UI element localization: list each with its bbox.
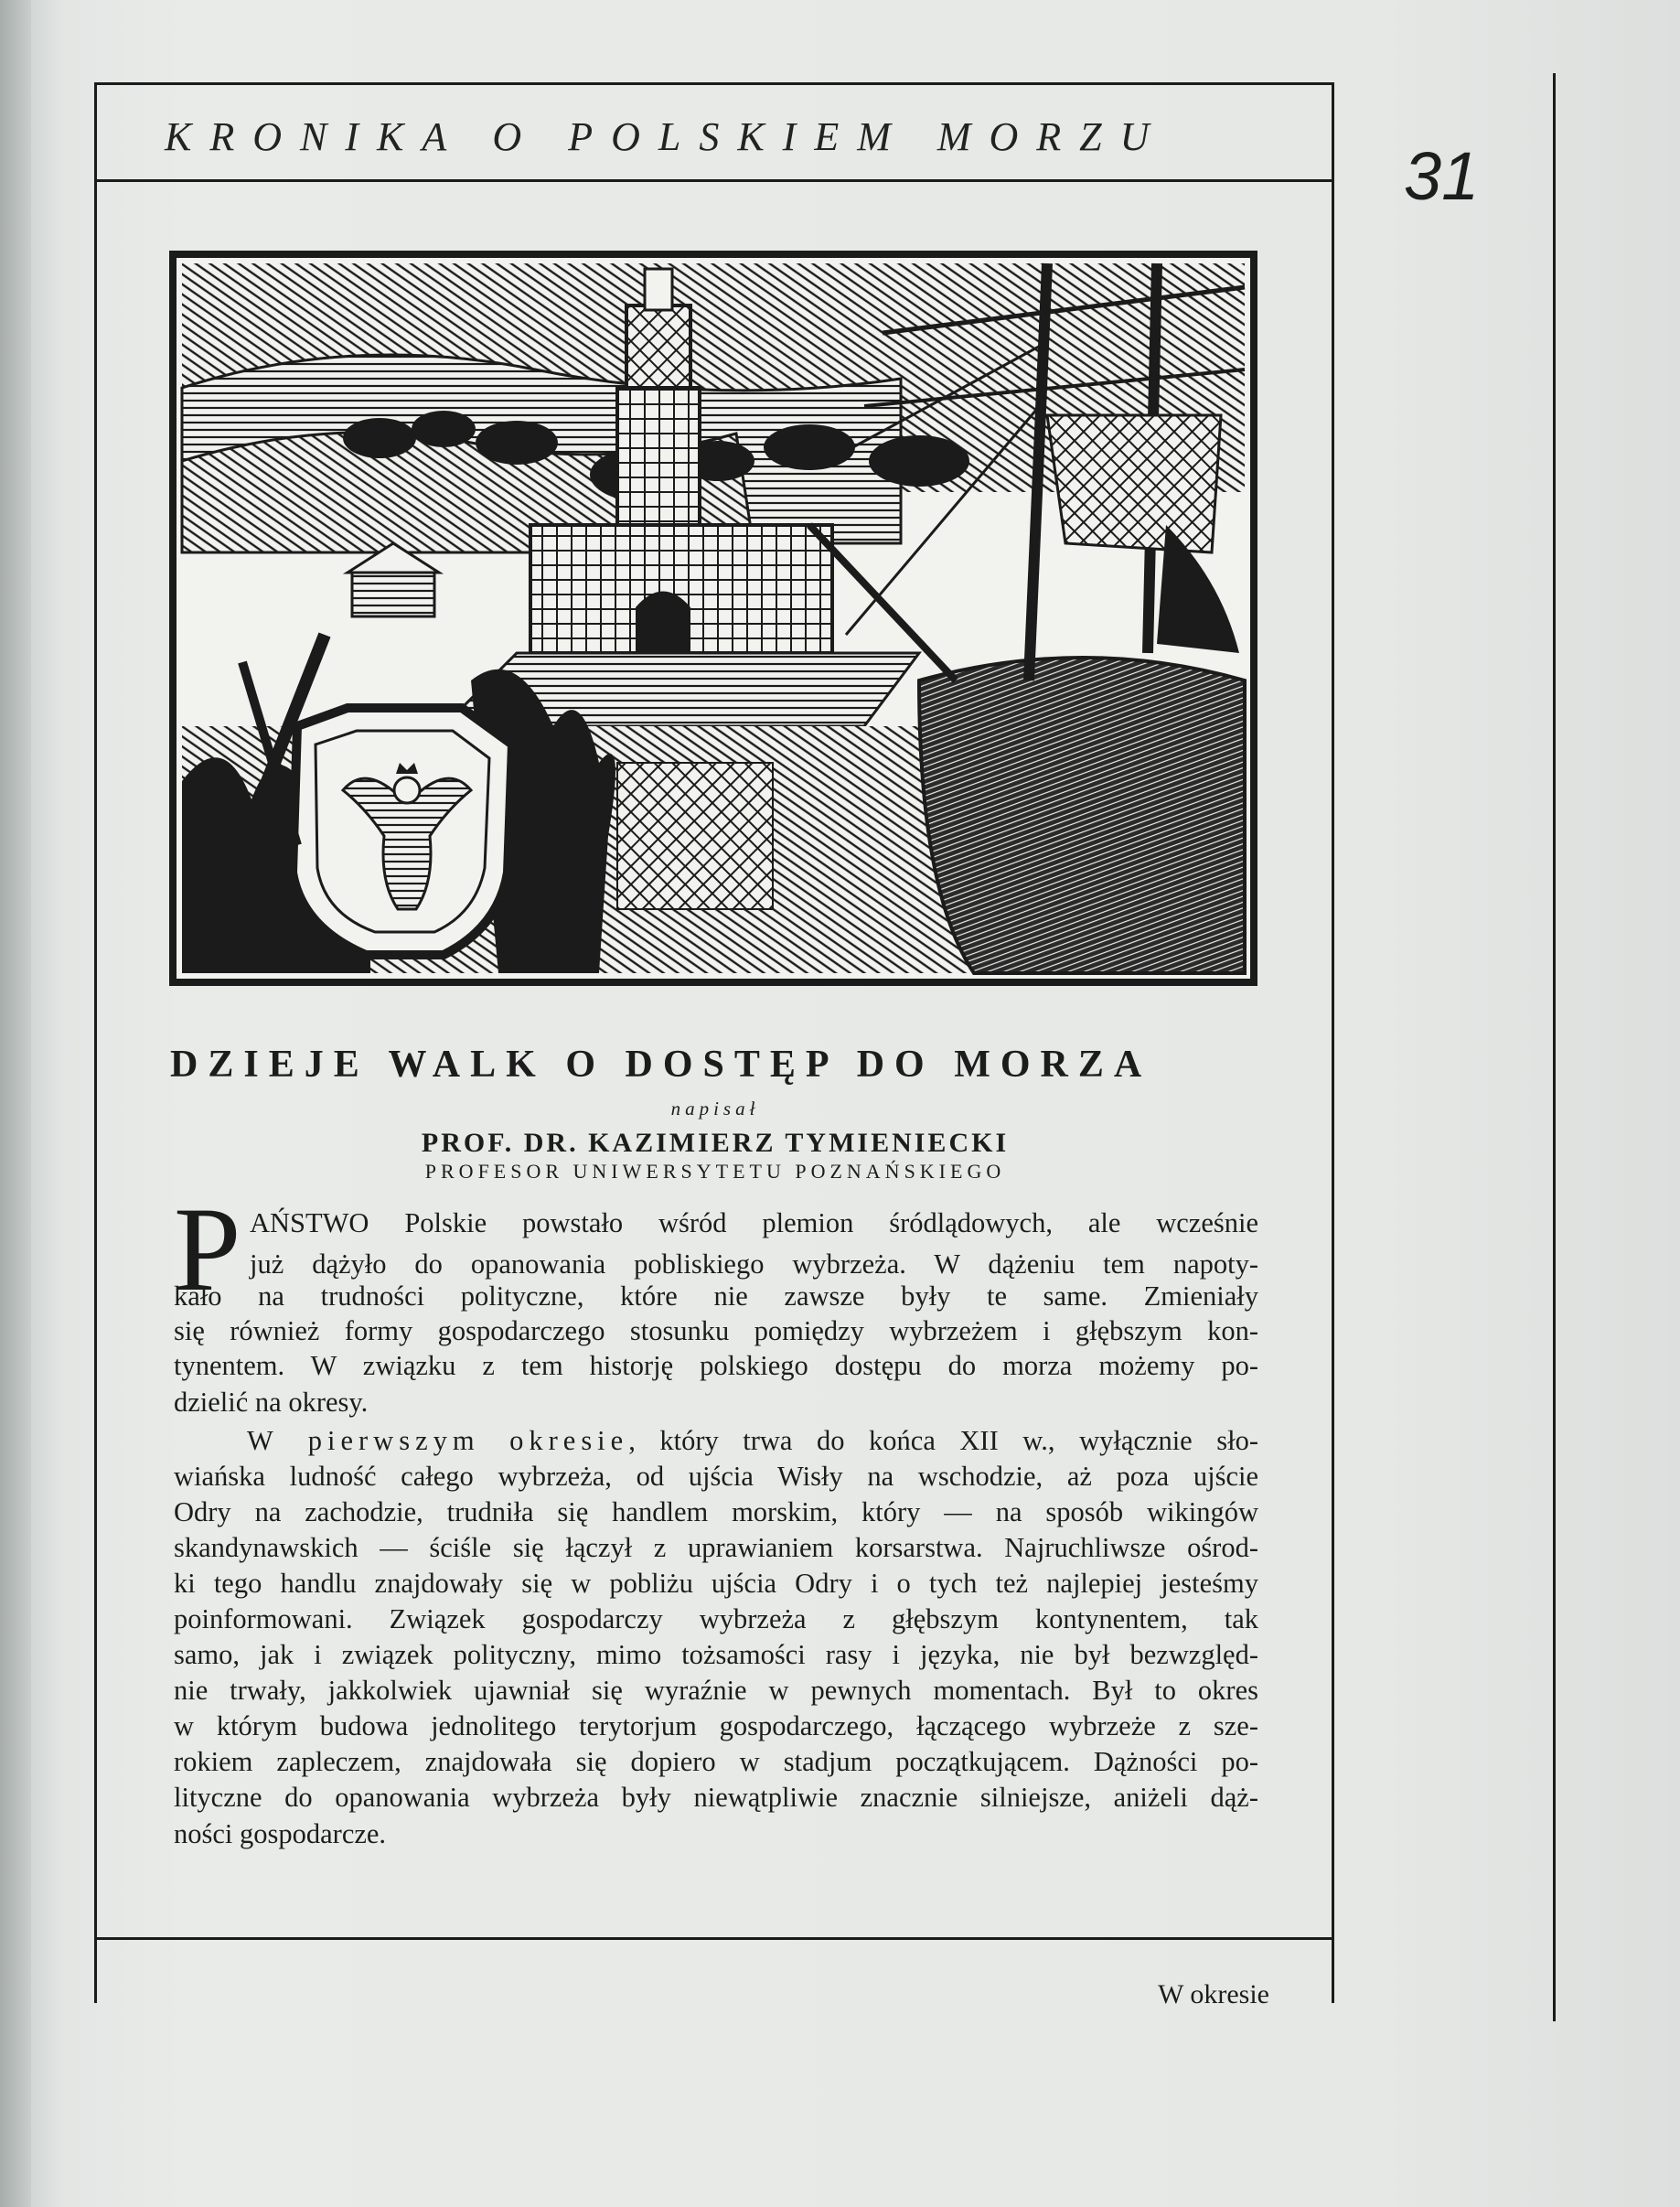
paragraph-line: poinformowani. Związek gospodarczy wybrzeża z głębszym kontynentem, tak <box>174 1603 1258 1634</box>
frame-left-rule <box>94 82 97 2003</box>
paragraph-line: już dążyło do opanowania pobliskiego wybrzeża. W dążeniu tem napoty- <box>250 1248 1258 1280</box>
margin-right-rule <box>1553 73 1556 2021</box>
paragraph-line: ki tego handlu znajdowały się w pobliżu ujścia Odry i o tych też najlepiej jesteśmy <box>174 1568 1258 1599</box>
paragraph-line: się również formy gospodarczego stosunku pomiędzy wybrzeżem i głębszym kon- <box>174 1315 1258 1346</box>
woodcut-illustration <box>169 251 1257 986</box>
paragraph-line: lityczne do opanowania wybrzeża były niewątpliwie znacznie silniejsze, aniżeli dąż- <box>174 1782 1258 1813</box>
page-number: 31 <box>1404 138 1480 214</box>
footer-rule <box>94 1937 1332 1940</box>
paragraph-line: Odry na zachodzie, trudniła się handlem morskim, który — na sposób wikingów <box>174 1496 1258 1527</box>
drop-cap: P <box>174 1182 241 1316</box>
author-affiliation: PROFESOR UNIWERSYTETU POZNAŃSKIEGO <box>424 1160 1006 1183</box>
paragraph-line: w którym budowa jednolitego terytorjum gospodarczego, łączącego wybrzeże z sze- <box>174 1710 1258 1741</box>
village-houses <box>352 571 434 616</box>
spaced-emphasis: W pierwszym okresie <box>247 1425 629 1456</box>
paragraph-line: tynentem. W związku z tem historję polskiego dostępu do morza możemy po- <box>174 1350 1258 1381</box>
paragraph-line: ności gospodarcze. <box>174 1818 387 1849</box>
paragraph-line: samo, jak i związek polityczny, mimo tożsamości rasy i języka, nie był bezwzględ- <box>174 1639 1258 1670</box>
paragraph-line: nie trwały, jakkolwiek ujawniał się wyraźnie w pewnych momentach. Był to okres <box>174 1675 1258 1706</box>
frame-top-rule <box>94 82 1332 85</box>
paragraph-line: rokiem zapleczem, znajdowała się dopiero w stadjum początkującem. Dążności po- <box>174 1746 1258 1777</box>
paragraph-line: wiańska ludność całego wybrzeża, od ujścia Wisły na wschodzie, aż poza ujście <box>174 1461 1258 1492</box>
eagle-coat-of-arms-icon <box>293 708 512 955</box>
catchword: W okresie <box>1158 1979 1269 2009</box>
running-title: KRONIKA O POLSKIEM MORZU <box>165 114 1168 159</box>
article-title: DZIEJE WALK O DOSTĘP DO MORZA <box>170 1044 1152 1086</box>
paragraph-line: dzielić na okresy. <box>174 1387 369 1418</box>
first-line-rest: , który trwa do końca XII w., wyłącznie sło- <box>628 1425 1258 1456</box>
author-name: PROF. DR. KAZIMIERZ TYMIENIECKI <box>421 1128 1010 1158</box>
paragraph-line-first <box>247 1427 1258 1455</box>
header-underline-rule <box>94 179 1332 182</box>
byline-label: napisał <box>670 1098 760 1120</box>
frame-right-rule <box>1332 82 1334 2003</box>
paragraph-line: kało na trudności polityczne, które nie zawsze były te same. Zmieniały <box>174 1280 1258 1312</box>
paragraph-line: AŃSTWO Polskie powstało wśród plemion śródlądowych, ale wcześnie <box>250 1207 1258 1238</box>
paragraph-line: skandynawskich — ściśle się łączył z uprawianiem korsarstwa. Najruchliwsze ośrod- <box>174 1532 1258 1563</box>
